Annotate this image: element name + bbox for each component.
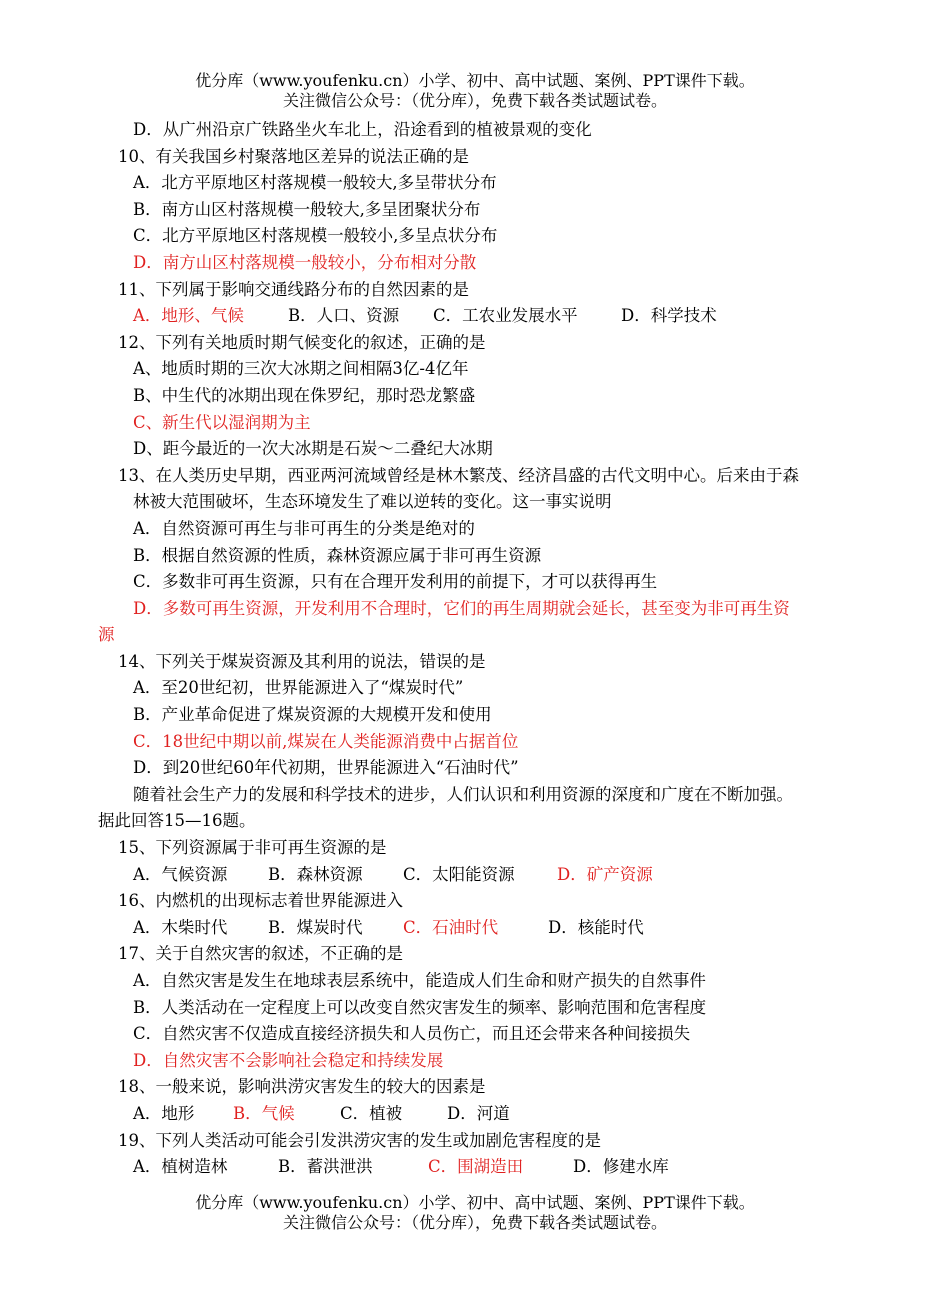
q11-option-b: B．人口、资源 <box>288 306 400 326</box>
q11-option-a-answer: A．地形、气候 <box>133 306 244 326</box>
q19-option-b: B．蓄洪泄洪 <box>278 1157 373 1177</box>
q13-option-d-answer-line-2: 源 <box>98 625 115 645</box>
q14-option-b: B．产业革命促进了煤炭资源的大规模开发和使用 <box>133 705 492 725</box>
q14-stem: 14、下列关于煤炭资源及其利用的说法，错误的是 <box>118 651 486 671</box>
footer-line-1: 优分库（www.youfenku.cn）小学、初中、高中试题、案例、PPT课件下载。 <box>195 1193 755 1212</box>
question-body <box>98 117 873 1181</box>
q12-option-d: D、距今最近的一次大冰期是石炭～二叠纪大冰期 <box>133 439 493 459</box>
q17-stem: 17、关于自然灾害的叙述，不正确的是 <box>118 944 403 964</box>
q18-option-a: A．地形 <box>133 1103 195 1123</box>
header-line-2: 关注微信公众号：（优分库），免费下载各类试题试卷。 <box>282 91 667 110</box>
q12-option-b: B、中生代的冰期出现在侏罗纪，那时恐龙繁盛 <box>133 385 476 405</box>
q15-option-c: C．太阳能资源 <box>403 864 515 884</box>
header-line-1: 优分库（www.youfenku.cn）小学、初中、高中试题、案例、PPT课件下载。 <box>195 71 755 90</box>
q15-option-b: B．森林资源 <box>268 864 363 884</box>
q16-option-b: B．煤炭时代 <box>268 917 363 937</box>
q18-option-d: D．河道 <box>447 1103 510 1123</box>
q16-stem: 16、内燃机的出现标志着世界能源进入 <box>118 891 403 911</box>
q19-option-d: D．修建水库 <box>573 1157 669 1177</box>
q9-option-d: D．从广州沿京广铁路坐火车北上，沿途看到的植被景观的变化 <box>133 120 592 139</box>
q12-option-a: A、地质时期的三次大冰期之间相隔3亿-4亿年 <box>133 359 469 379</box>
q18-stem: 18、一般来说，影响洪涝灾害发生的较大的因素是 <box>118 1077 486 1097</box>
page-header <box>0 71 950 111</box>
intro-paragraph-line-2: 据此回答15—16题。 <box>98 811 256 831</box>
q14-option-c-answer: C．18世纪中期以前,煤炭在人类能源消费中占据首位 <box>133 731 519 751</box>
q19-option-a: A．植树造林 <box>133 1157 228 1177</box>
q18-option-b-answer: B．气候 <box>233 1103 295 1123</box>
q12-stem: 12、下列有关地质时期气候变化的叙述，正确的是 <box>118 332 486 352</box>
q18-options <box>98 1101 873 1128</box>
q15-option-a: A．气候资源 <box>133 864 228 884</box>
q17-option-a: A．自然灾害是发生在地球表层系统中，能造成人们生命和财产损失的自然事件 <box>133 971 706 990</box>
q17-option-c: C．自然灾害不仅造成直接经济损失和人员伤亡，而且还会带来各种间接损失 <box>133 1024 691 1044</box>
q19-options <box>98 1154 873 1181</box>
q15-option-d-answer: D．矿产资源 <box>557 864 653 884</box>
q10-option-c: C．北方平原地区村落规模一般较小,多呈点状分布 <box>133 226 498 246</box>
q10-option-b: B．南方山区村落规模一般较大,多呈团聚状分布 <box>133 199 481 219</box>
q13-option-a: A．自然资源可再生与非可再生的分类是绝对的 <box>133 518 475 538</box>
q11-option-c: C．工农业发展水平 <box>433 306 578 326</box>
q16-option-c-answer: C．石油时代 <box>403 917 499 937</box>
intro-paragraph-line-1: 随着社会生产力的发展和科学技术的进步，人们认识和利用资源的深度和广度在不断加强。 <box>133 784 793 804</box>
q12-option-c-answer: C、新生代以湿润期为主 <box>133 412 311 432</box>
q10-option-d-answer: D．南方山区村落规模一般较小，分布相对分散 <box>133 252 477 272</box>
q16-option-a: A．木柴时代 <box>133 917 228 937</box>
q13-stem-line-2: 林被大范围破坏，生态环境发生了难以逆转的变化。这一事实说明 <box>133 492 612 512</box>
q16-option-d: D．核能时代 <box>548 917 644 937</box>
q13-option-d-answer-line-1: D．多数可再生资源，开发利用不合理时，它们的再生周期就会延长，甚至变为非可再生资 <box>133 598 790 618</box>
q11-options <box>98 303 873 330</box>
q19-stem: 19、下列人类活动可能会引发洪涝灾害的发生或加剧危害程度的是 <box>118 1130 601 1150</box>
q19-option-c-answer: C．围湖造田 <box>428 1157 524 1177</box>
q15-stem: 15、下列资源属于非可再生资源的是 <box>118 838 387 858</box>
q13-option-b: B．根据自然资源的性质，森林资源应属于非可再生资源 <box>133 545 542 565</box>
q15-options <box>98 862 873 889</box>
q17-option-b: B．人类活动在一定程度上可以改变自然灾害发生的频率、影响范围和危害程度 <box>133 997 707 1017</box>
q13-option-c: C．多数非可再生资源，只有在合理开发利用的前提下，才可以获得再生 <box>133 572 658 592</box>
q10-option-a: A．北方平原地区村落规模一般较大,多呈带状分布 <box>133 173 497 193</box>
q10-stem: 10、有关我国乡村聚落地区差异的说法正确的是 <box>118 146 469 166</box>
q16-options <box>98 915 873 942</box>
footer-line-2: 关注微信公众号：（优分库），免费下载各类试题试卷。 <box>282 1213 667 1232</box>
q18-option-c: C．植被 <box>340 1103 403 1123</box>
q11-stem: 11、下列属于影响交通线路分布的自然因素的是 <box>118 279 469 299</box>
q17-option-d-answer: D．自然灾害不会影响社会稳定和持续发展 <box>133 1050 444 1070</box>
q13-stem-line-1: 13、在人类历史早期，西亚两河流域曾经是林木繁茂、经济昌盛的古代文明中心。后来由于森 <box>118 465 799 485</box>
page-footer <box>0 1193 950 1233</box>
q14-option-d: D．到20世纪60年代初期，世界能源进入“石油时代” <box>133 758 519 778</box>
q14-option-a: A．至20世纪初，世界能源进入了“煤炭时代” <box>133 678 464 698</box>
q11-option-d: D．科学技术 <box>621 306 717 326</box>
